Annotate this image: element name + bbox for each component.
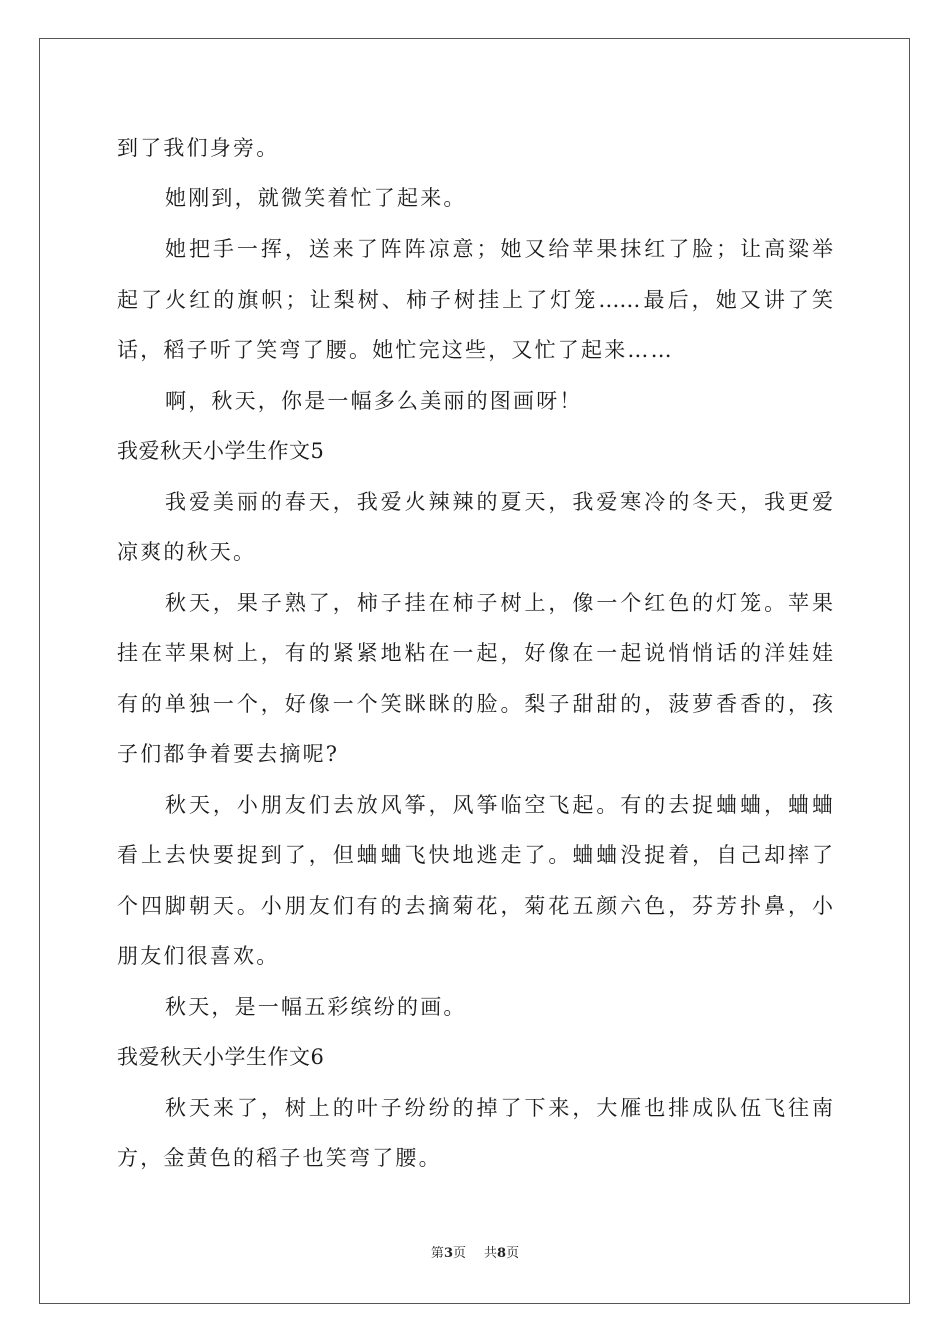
paragraph-line: 到了我们身旁。 (117, 136, 280, 160)
total-unit: 页 (506, 1246, 520, 1261)
total-page-number: 8 (497, 1246, 507, 1261)
paragraph-line: 啊，秋天，你是一幅多么美丽的图画呀！ (165, 389, 583, 413)
paragraph-line: 我爱美丽的春天，我爱火辣辣的夏天，我爱寒冷的冬天，我更爱 (165, 490, 833, 514)
paragraph-line: 凉爽的秋天。 (117, 540, 257, 564)
paragraph-line: 她把手一挥，送来了阵阵凉意；她又给苹果抹红了脸；让高粱举 (165, 237, 833, 261)
paragraph-line: 秋天，小朋友们去放风筝，风筝临空飞起。有的去捉蛐蛐，蛐蛐 (165, 793, 833, 817)
page-unit: 页 (452, 1246, 466, 1261)
paragraph-line: 秋天，是一幅五彩缤纷的画。 (165, 995, 467, 1019)
total-prefix: 共 (484, 1246, 498, 1261)
paragraph-line: 子们都争着要去摘呢? (117, 742, 340, 766)
paragraph-line: 秋天来了，树上的叶子纷纷的掉了下来，大雁也排成队伍飞往南 (165, 1096, 833, 1120)
section-heading: 我爱秋天小学生作文5 (117, 439, 325, 463)
paragraph-line: 个四脚朝天。小朋友们有的去摘菊花，菊花五颜六色，芬芳扑鼻，小 (117, 894, 833, 918)
paragraph-line: 挂在苹果树上，有的紧紧地粘在一起，好像在一起说悄悄话的洋娃娃 (117, 641, 833, 665)
paragraph-line: 话，稻子听了笑弯了腰。她忙完这些，又忙了起来…… (117, 338, 674, 362)
current-page-number: 3 (443, 1246, 453, 1261)
paragraph-line: 秋天，果子熟了，柿子挂在柿子树上，像一个红色的灯笼。苹果 (165, 591, 833, 615)
paragraph-line: 她刚到，就微笑着忙了起来。 (165, 186, 467, 210)
paragraph-line: 朋友们很喜欢。 (117, 944, 280, 968)
paragraph-line: 有的单独一个，好像一个笑眯眯的脸。梨子甜甜的，菠萝香香的，孩 (117, 692, 833, 716)
paragraph-line: 看上去快要捉到了，但蛐蛐飞快地逃走了。蛐蛐没捉着，自己却摔了 (117, 843, 833, 867)
page-prefix: 第 (430, 1246, 444, 1261)
section-heading: 我爱秋天小学生作文6 (117, 1045, 325, 1069)
paragraph-line: 起了火红的旗帜；让梨树、柿子树挂上了灯笼……最后，她又讲了笑 (117, 288, 833, 312)
page-footer (0, 1244, 950, 1264)
paragraph-line: 方，金黄色的稻子也笑弯了腰。 (117, 1146, 442, 1170)
